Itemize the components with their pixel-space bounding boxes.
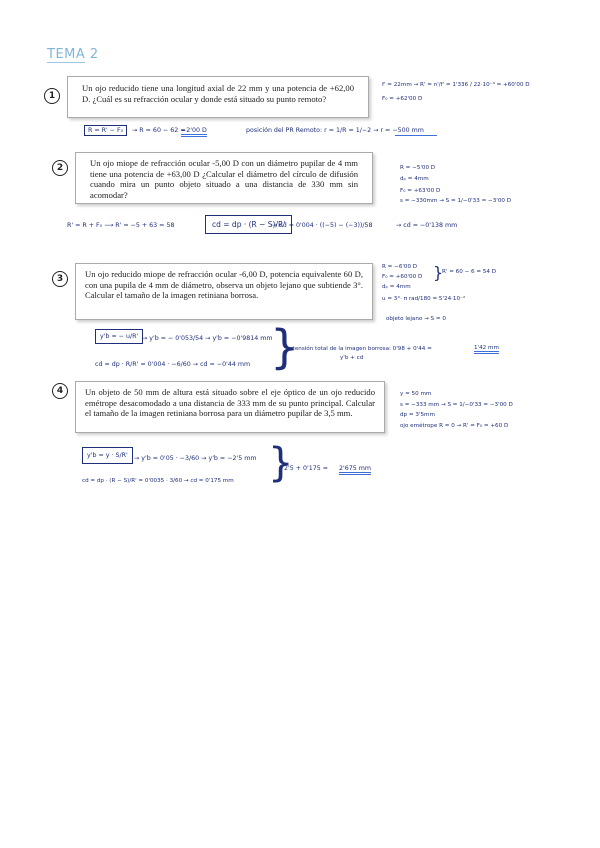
problem-2-note-1: R = −5'00 D [400,165,436,171]
problem-4-calc-2: cd = dp · (R − S)/R' = 0'0035 · 3/60 → cd = 0'175 mm [82,478,234,484]
problem-1-note-1: f' = 22mm → R' = n'/f' = 1'336 / 22·10⁻³ = +60'00 D [382,82,530,88]
problem-3-calc-2: cd = dp · R/R' = 0'004 · −6/60 → cd = −0'44 mm [95,361,251,368]
problem-1-number: 1 [44,88,60,104]
problem-2-formula: cd = dp · (R − S)/R' [212,220,286,229]
problem-3-text: Un ojo reducido miope de refracción ocular -6,00 D, potencia equivalente 60 D, con una pupila de 4 mm de diámetro, observa un objeto lejano que subtiende 3°. Calcular el tamaño de la imagen retiniana borrosa. [85,269,363,300]
problem-3-note-3: R' = 60 − 6 = 54 D [442,269,497,275]
problem-4-formula-box [82,447,133,464]
problem-2-calc: → cd = 0'004 · ((−5) − (−3))/58 [272,222,373,229]
problem-3-box [75,263,373,320]
page-title: TEMA 2 [47,47,99,62]
problem-3-notes-brace: } [433,263,444,282]
problem-1-punto-remoto: posición del PR Remoto: r = 1/R = 1/−2 → r = −500 mm [246,127,424,134]
problem-1-note-2: F₀ = +62'00 D [382,96,423,102]
problem-4-calc-1: → y'b = 0'05 · −3/60 → y'b = −2'5 mm [134,455,257,462]
problem-4-total: 2'5 + 0'175 = [284,465,329,472]
problem-3-calc-1: → y'b = − 0'053/54 → y'b = −0'9814 mm [142,335,273,342]
problem-3-total-sum: y'b + cd [340,355,364,361]
problem-4-note-1: y = 50 mm [400,391,432,397]
problem-4-box [75,381,385,433]
problem-2-result: → cd = −0'138 mm [396,222,458,229]
problem-3-number: 3 [52,271,68,287]
problem-4-number: 4 [52,383,68,399]
problem-1-formula-box [84,125,127,136]
problem-4-brace: } [268,440,294,486]
problem-4-note-4: ojo emétrope R = 0 → R' = F₀ = +60 D [400,423,509,429]
problem-1-box [67,76,369,118]
problem-1-result: −2'00 D [181,127,207,137]
problem-2-note-2: dₚ = 4mm [400,176,429,182]
problem-4-note-3: dp = 3'5mm [400,412,435,418]
problem-2-note-4: s = −330mm → S = 1/−0'33 = −3'00 D [400,198,512,204]
problem-1-text: Un ojo reducido tiene una longitud axial de 22 mm y una potencia de +62,00 D. ¿Cuál es su refracción ocular y donde está situado su punto remoto? [82,83,354,104]
problem-2-text: Un ojo miope de refracción ocular -5,00 D con un diámetro pupilar de 4 mm tiene una potencia de +63,00 D ¿Calcular el diámetro del círculo de difusión cuando mira un punto objeto situado a una distancia de 330 mm sin acomodar? [90,158,358,200]
problem-1-calc: → R = 60 − 62 = [132,127,186,134]
problem-4-text: Un objeto de 50 mm de altura está situado sobre el eje óptico de un ojo reducido emétrope desacomodado a una distancia de 333 mm de su punto principal. Calcular el tamaño de la imagen retiniana borrosa para un diámetro pupilar de 3,5 mm. [85,387,375,418]
problem-3-formula-box [95,329,143,344]
problem-2-number: 2 [52,160,68,176]
problem-2-box [75,152,373,204]
problem-3-total-result: 1'42 mm [474,345,499,354]
problem-4-formula: y'b = y · S/R' [87,452,128,459]
problem-1-formula: R = R' − F₀ [88,127,124,134]
title-underline [47,62,85,63]
problem-4-total-result: 2'675 mm [339,465,371,475]
problem-2-note-3: F₀ = +63'00 D [400,188,441,194]
problem-4-note-2: s = −333 mm → S = 1/−0'33 = −3'00 D [400,402,513,408]
problem-1-remoto-underline [395,135,437,136]
problem-3-note-4: dₚ = 4mm [382,284,411,290]
problem-3-note-1: R = −6'00 D [382,264,418,270]
problem-3-brace: } [270,320,300,374]
problem-3-note-5: u = 3°· π rad/180 = 5'24·10⁻² [382,296,466,302]
problem-2-step-1: R' = R + F₀ ⟶ R' = −5 + 63 = 58 [67,222,175,229]
problem-3-note-6: objeto lejano → S = 0 [386,316,446,322]
problem-3-note-2: F₀ = +60'00 D [382,274,423,280]
problem-3-total: extensión total de la imagen borrosa: 0'98 + 0'44 = [286,346,432,352]
problem-3-formula: y'b = − u/R' [100,333,139,340]
